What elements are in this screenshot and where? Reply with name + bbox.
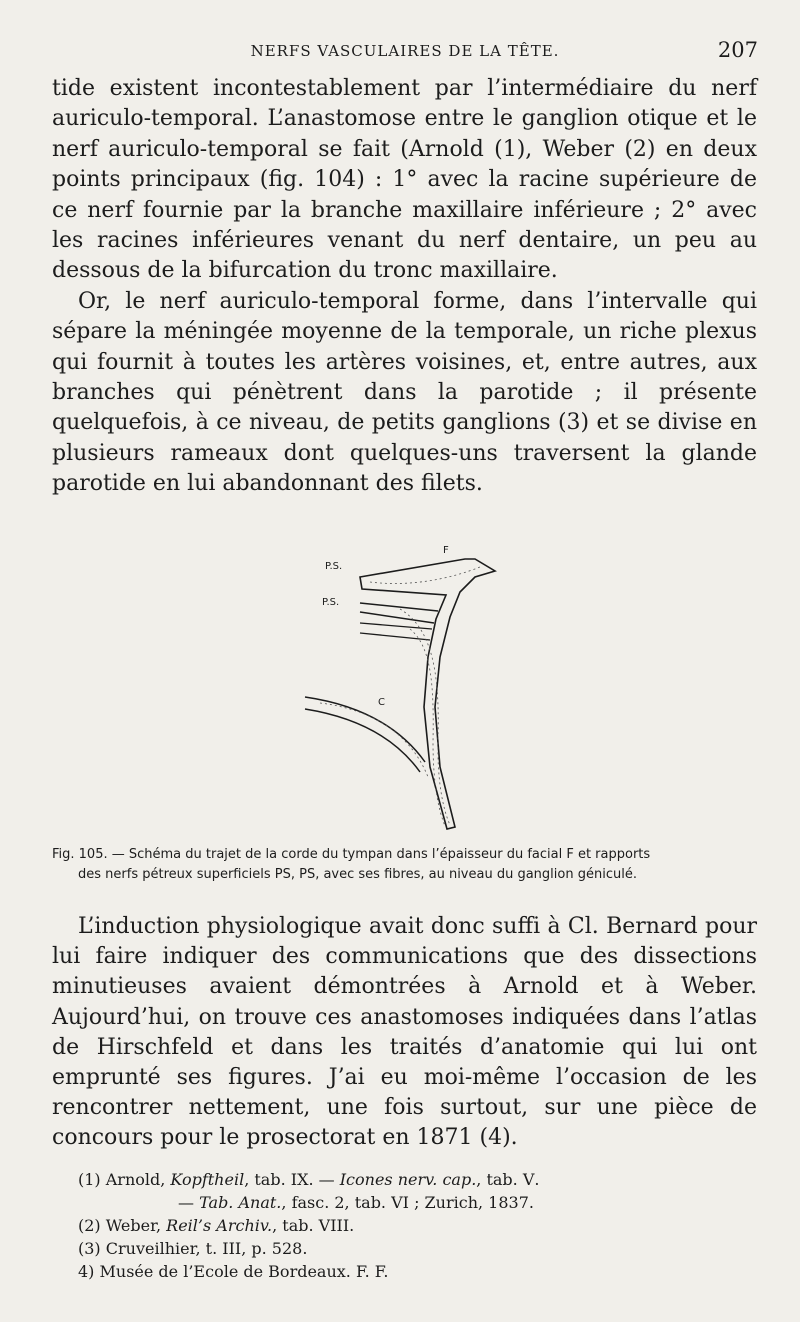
footnote-1-continued: — Tab. Anat., fasc. 2, tab. VI ; Zurich, 1837.: [178, 1193, 534, 1212]
facial-nerve-outline: [360, 559, 495, 829]
paragraph-3: L’induction physiologique avait donc suffi à Cl. Bernard pour lui faire indiquer des communications que des dissections minutieuses avaient démontrées à Arnold et à Weber. Aujourd’hui, on trouve ces anastomoses indiquées dans l’atlas de Hirschfeld et dans les traités d’anatomie qui lui ont emprunté ses figures. J’ai eu moi-même l’occasion de les rencontrer nettement, une fois surtout, sur une pièce de concours pour le prosectorat en 1871 (4).: [52, 914, 757, 1151]
facial-nerve-diagram: [300, 537, 520, 837]
figure-caption: [52, 845, 757, 885]
footnote-3: (3) Cruveilhier, t. III, p. 528.: [78, 1239, 308, 1258]
label-c: C: [378, 697, 385, 708]
footnote-1: (1) Arnold, Kopftheil, tab. IX. — Icones nerv. cap., tab. V.: [78, 1170, 540, 1189]
footnotes: [78, 1168, 758, 1283]
footnote-2: (2) Weber, Reil’s Archiv., tab. VIII.: [78, 1216, 355, 1235]
paragraph-1: tide existent incontestablement par l’intermédiaire du nerf auriculo-temporal. L’anastomose entre le ganglion otique et le nerf auriculo-temporal se fait (Arnold (1), Weber (2) en deux points principaux (fig. 104) : 1° avec la racine supérieure de ce nerf fournie par la branche maxillaire inférieure ; 2° avec les racines inférieures venant du nerf dentaire, un peu au dessous de la bifurcation du tronc maxillaire.: [52, 76, 757, 284]
fibers-dotted-4: [320, 703, 428, 777]
figure-105: [300, 537, 520, 837]
page-number: 207: [717, 38, 758, 62]
running-title: NERFS VASCULAIRES DE LA TÊTE.: [250, 42, 560, 60]
chorda-tympani-upper: [305, 697, 425, 762]
footnote-4: 4) Musée de l’Ecole de Bordeaux. F. F.: [78, 1262, 389, 1281]
label-f: F: [443, 545, 449, 556]
main-text-top: [52, 74, 757, 500]
chorda-tympani-lower: [305, 709, 420, 772]
petrosal-nerve-upper: [360, 603, 438, 611]
petrosal-nerve-lower-edge: [360, 633, 430, 640]
caption-line-1: Fig. 105. — Schéma du trajet de la corde du tympan dans l’épaisseur du facial F et rapports: [52, 847, 651, 862]
label-ps-upper: P.S.: [325, 561, 343, 572]
petrosal-nerve-lower: [360, 623, 432, 629]
paragraph-2: Or, le nerf auriculo-temporal forme, dans l’intervalle qui sépare la méningée moyenne de la temporale, un riche plexus qui fournit à toutes les artères voisines, et, entre autres, aux branches qui pénètrent dans la parotide ; il présente quelquefois, à ce niveau, de petits ganglions (3) et se divise en plusieurs rameaux dont quelques-uns traversent la glande parotide en lui abandonnant des filets.: [52, 288, 757, 497]
caption-line-2: des nerfs pétreux superficiels PS, PS, avec ses fibres, au niveau du ganglion géniculé.: [78, 867, 637, 882]
running-head: [52, 38, 758, 66]
main-text-bottom: [52, 912, 757, 1154]
petrosal-nerve-upper-lower-edge: [360, 612, 434, 623]
fibers-dotted-1: [370, 567, 480, 584]
label-ps-lower: P.S.: [322, 597, 340, 608]
